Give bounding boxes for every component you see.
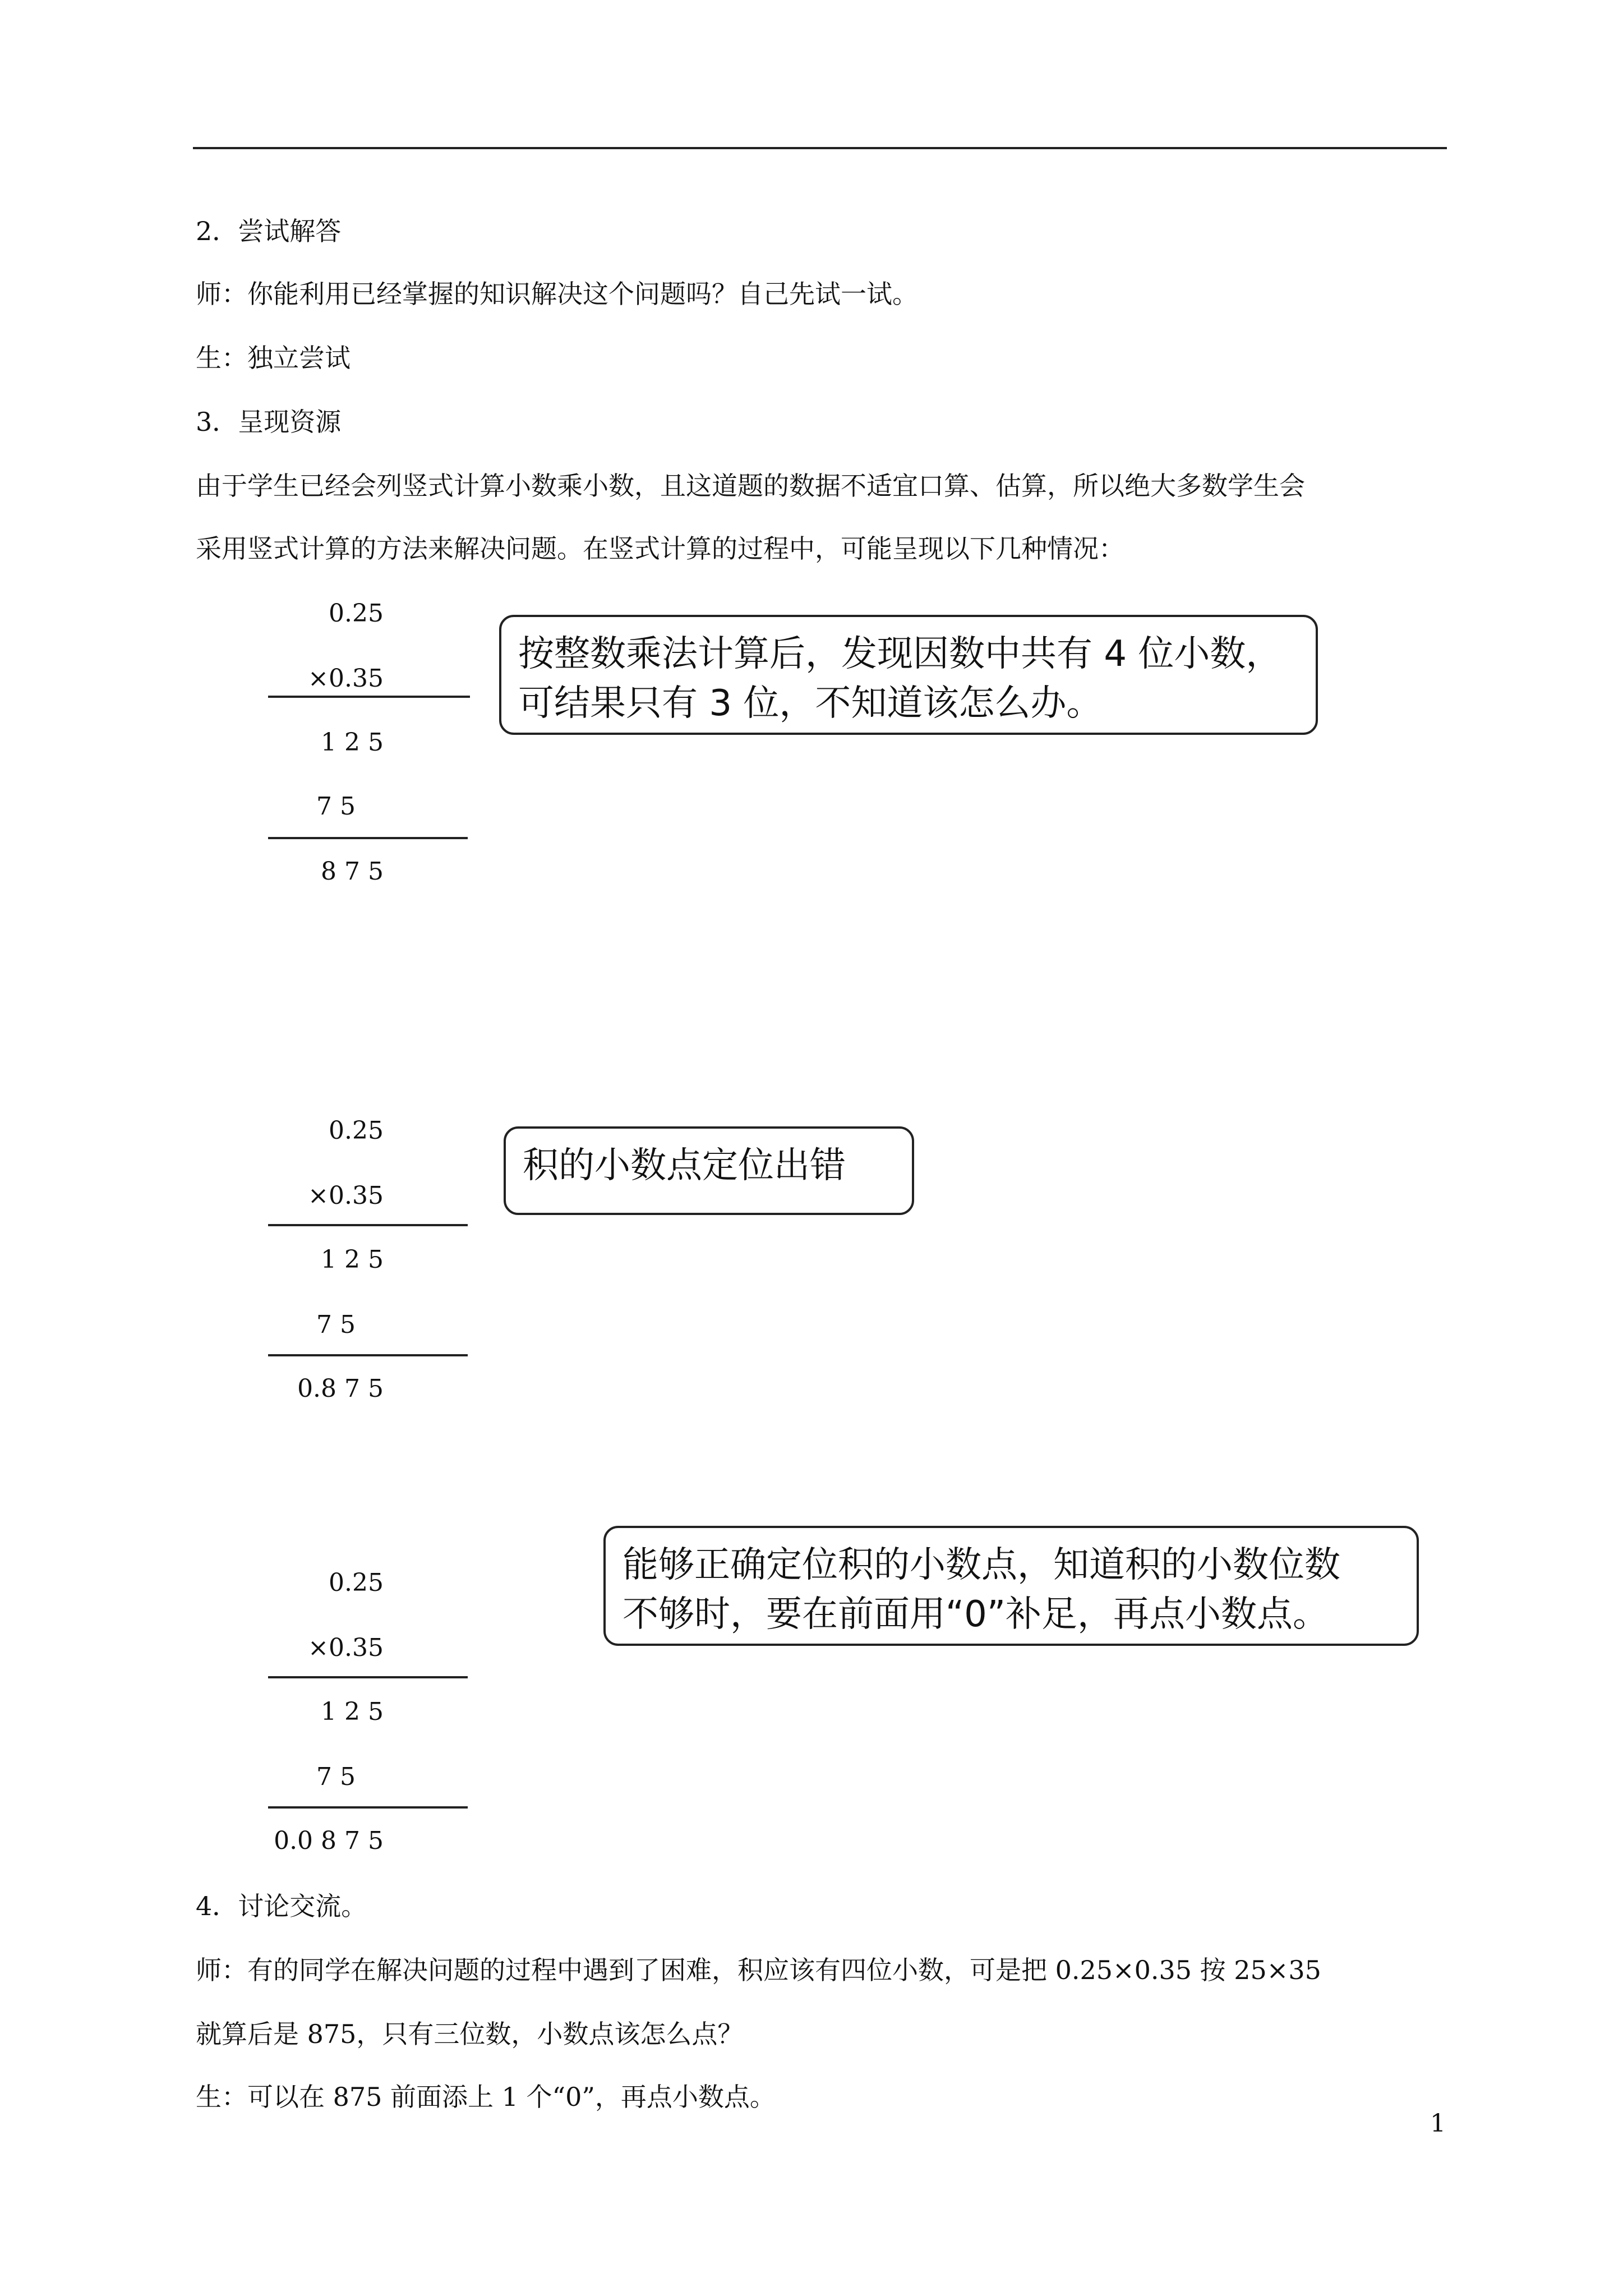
partial-product-1: 1 2 5 — [321, 728, 384, 757]
product: 0.8 7 5 — [297, 1374, 384, 1403]
calc-line — [268, 1806, 468, 1809]
multiplier: ×0.35 — [308, 1634, 384, 1662]
bubble-line-2: 可结果只有 3 位，不知道该怎么办。 — [518, 683, 1103, 724]
speech-bubble-2 — [504, 1126, 914, 1215]
header-rule — [193, 147, 1447, 149]
bubble-line-2: 不够时，要在前面用“0”补足，再点小数点。 — [623, 1594, 1329, 1635]
product: 0.0 8 7 5 — [274, 1826, 384, 1855]
multiplicand: 0.25 — [329, 599, 384, 628]
section-2-heading: 2．尝试解答 — [196, 216, 342, 246]
multiplier: ×0.35 — [308, 1181, 384, 1210]
section-3-heading: 3．呈现资源 — [196, 407, 342, 437]
speech-bubble-3 — [603, 1526, 1419, 1646]
calc-line — [268, 1354, 468, 1356]
teacher-line: 师：你能利用已经掌握的知识解决这个问题吗？自己先试一试。 — [196, 279, 918, 309]
page-number: 1 — [1430, 2109, 1446, 2138]
partial-product-2: 7 5 — [316, 1763, 356, 1791]
bubble-line-1: 能够正确定位积的小数点，知道积的小数位数 — [623, 1544, 1340, 1586]
section-4-heading: 4．讨论交流。 — [196, 1891, 367, 1921]
student-answer: 生：可以在 875 前面添上 1 个“0”，再点小数点。 — [196, 2082, 776, 2112]
multiplicand: 0.25 — [329, 1568, 384, 1597]
bubble-line-1: 积的小数点定位出错 — [523, 1145, 846, 1186]
calc-line — [268, 696, 470, 698]
multiplier: ×0.35 — [308, 664, 384, 693]
calc-line — [268, 1676, 468, 1678]
partial-product-1: 1 2 5 — [321, 1697, 384, 1726]
teacher-line-1: 师：有的同学在解决问题的过程中遇到了困难，积应该有四位小数，可是把 0.25×0.35 按 25×35 — [196, 1955, 1321, 1985]
product: 8 7 5 — [321, 857, 384, 886]
calc-line — [268, 837, 468, 839]
partial-product-2: 7 5 — [316, 1310, 356, 1339]
paragraph-line-2: 采用竖式计算的方法来解决问题。在竖式计算的过程中，可能呈现以下几种情况： — [196, 533, 1124, 564]
partial-product-2: 7 5 — [316, 792, 356, 821]
multiplicand: 0.25 — [329, 1116, 384, 1145]
bubble-line-1: 按整数乘法计算后，发现因数中共有 4 位小数， — [518, 633, 1282, 675]
partial-product-1: 1 2 5 — [321, 1245, 384, 1274]
speech-bubble-1 — [499, 615, 1318, 735]
paragraph-line-1: 由于学生已经会列竖式计算小数乘小数，且这道题的数据不适宜口算、估算，所以绝大多数学生会 — [196, 471, 1305, 501]
teacher-line-2: 就算后是 875，只有三位数，小数点该怎么点？ — [196, 2019, 744, 2049]
calc-line — [268, 1224, 468, 1226]
student-line: 生：独立尝试 — [196, 343, 351, 373]
